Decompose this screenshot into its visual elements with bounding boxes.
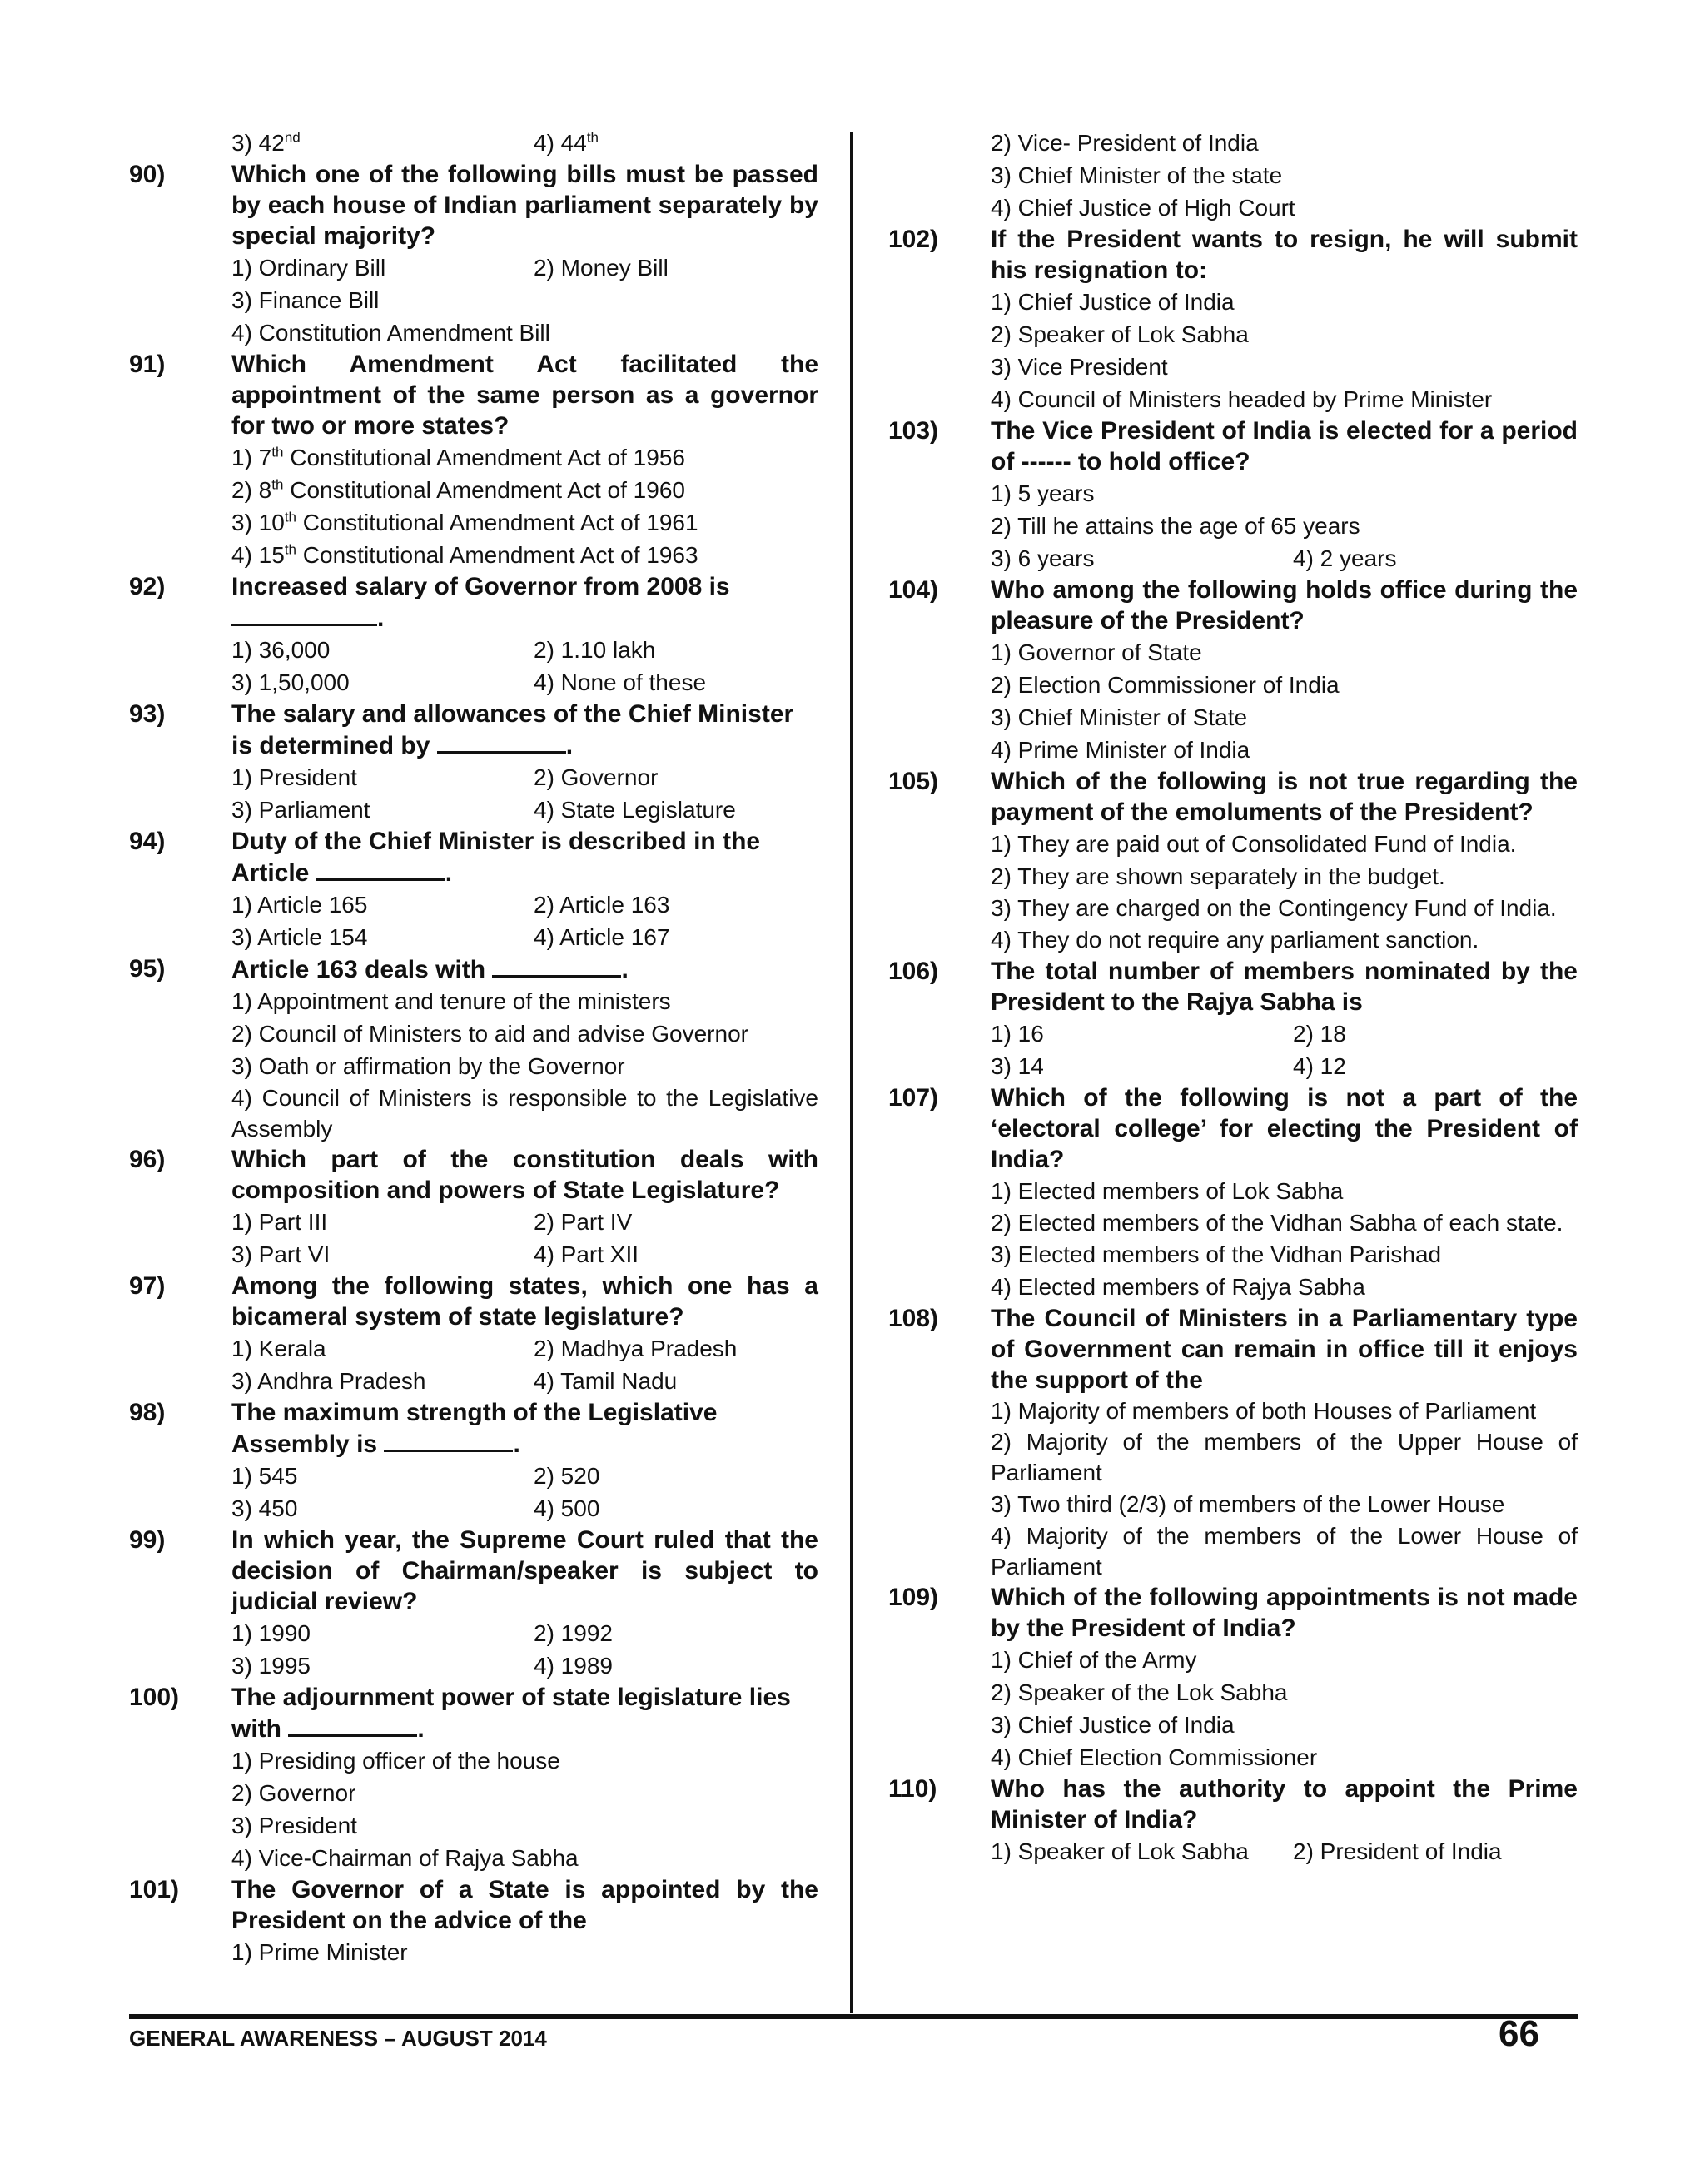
question-94 xyxy=(129,826,818,953)
option-2: 2) Governor xyxy=(231,1780,356,1806)
question-103 xyxy=(888,415,1578,575)
answer-blank xyxy=(437,729,566,754)
option-3: 3) Chief Justice of India xyxy=(991,1712,1235,1738)
option-2: 2) Election Commissioner of India xyxy=(991,672,1340,698)
option-3: 3) 10th Constitutional Amendment Act of 1961 xyxy=(231,509,698,535)
option-pair xyxy=(231,666,818,699)
option-pair xyxy=(231,1617,818,1649)
question-text: Which of the following is not true regarding the payment of the emoluments of the President? xyxy=(991,768,1578,826)
option-3: 3) President xyxy=(231,1813,357,1838)
option-3: 3) Two third (2/3) of members of the Lower House xyxy=(991,1491,1505,1517)
question-text: Duty of the Chief Minister is described in the Article . xyxy=(231,828,761,887)
question-number: 98) xyxy=(129,1399,166,1426)
question-text: Article 163 deals with . xyxy=(231,953,818,985)
question-text: Who has the authority to appoint the Prime Minister of India? xyxy=(991,1775,1578,1833)
option-1: 1) 7th Constitutional Amendment Act of 1956 xyxy=(231,444,685,470)
option-1: 1) 5 years xyxy=(991,480,1095,506)
option-3: 3) 450 xyxy=(231,1495,298,1521)
question-101 xyxy=(129,1874,818,1968)
question-100 xyxy=(129,1682,818,1874)
question-text: The Council of Ministers in a Parliamentary type of Government can remain in office till it enjoys the support of the xyxy=(991,1305,1578,1394)
question-text: If the President wants to resign, he will submit his resignation to: xyxy=(991,226,1578,284)
option-pair xyxy=(231,921,818,953)
option-2: 2) Madhya Pradesh xyxy=(534,1336,738,1361)
question-number: 94) xyxy=(129,828,166,855)
option-4: 4) Constitution Amendment Bill xyxy=(231,320,550,346)
option-4: 4) Chief Election Commissioner xyxy=(991,1744,1318,1770)
option-1: 1) Elected members of Lok Sabha xyxy=(991,1178,1344,1204)
option-4: 4) Article 167 xyxy=(534,924,670,950)
option-2: 2) Part IV xyxy=(534,1209,633,1235)
option-4: 4) Chief Justice of High Court xyxy=(991,195,1295,221)
option-3: 3) Part VI xyxy=(231,1241,331,1267)
option-2: 2) Governor xyxy=(534,764,659,790)
question-number: 95) xyxy=(129,955,166,983)
option-1: 1) Ordinary Bill xyxy=(231,255,386,281)
option-2: 2) President of India xyxy=(1293,1838,1502,1864)
question-text: Which of the following is not a part of the ‘electoral college’ for electing the President of India? xyxy=(991,1084,1578,1173)
option-4: 4) Vice-Chairman of Rajya Sabha xyxy=(231,1845,579,1871)
option-pair xyxy=(231,1460,818,1492)
question-number: 90) xyxy=(129,161,166,188)
option-1: 1) 1990 xyxy=(231,1620,311,1646)
option-pair xyxy=(231,1365,818,1397)
question-102 xyxy=(888,224,1578,415)
option-4: 4) They do not require any parliament sanction. xyxy=(991,927,1479,953)
question-101-continued xyxy=(888,127,1578,224)
option-4: 4) 2 years xyxy=(1293,545,1397,571)
question-91 xyxy=(129,349,818,571)
option-4: 4) 500 xyxy=(534,1495,600,1521)
question-number: 109) xyxy=(888,1584,939,1611)
question-96 xyxy=(129,1144,818,1271)
option-pair xyxy=(231,1492,818,1525)
question-107 xyxy=(888,1082,1578,1303)
option-1: 1) Kerala xyxy=(231,1336,326,1361)
option-4: 4) Council of Ministers headed by Prime Minister xyxy=(991,386,1493,412)
option-3: 3) Finance Bill xyxy=(231,287,380,313)
question-104 xyxy=(888,575,1578,766)
option-pair xyxy=(231,1206,818,1238)
option-3: 3) 6 years xyxy=(991,545,1095,571)
option-4: 4) Council of Ministers is responsible to the Legislative Assembly xyxy=(231,1085,818,1142)
question-number: 99) xyxy=(129,1526,166,1554)
question-92 xyxy=(129,571,818,699)
option-pair xyxy=(231,1238,818,1271)
option-2: 2) 1992 xyxy=(534,1620,613,1646)
option-4: 4) 1989 xyxy=(534,1653,613,1679)
right-column xyxy=(888,127,1578,1868)
option-2: 2) Elected members of the Vidhan Sabha of each state. xyxy=(991,1210,1563,1236)
question-text: The total number of members nominated by the President to the Rajya Sabha is xyxy=(991,958,1578,1016)
option-3: 3) 1,50,000 xyxy=(231,669,350,695)
question-text: The maximum strength of the Legislative Assembly is . xyxy=(231,1399,718,1458)
question-number: 96) xyxy=(129,1146,166,1173)
question-98 xyxy=(129,1397,818,1525)
option-4: 4) Elected members of Rajya Sabha xyxy=(991,1274,1365,1300)
question-text: The salary and allowances of the Chief Minister is determined by . xyxy=(231,700,794,759)
option-1: 1) President xyxy=(231,764,357,790)
question-text: Among the following states, which one has a bicameral system of state legislature? xyxy=(231,1272,818,1331)
question-text: Which one of the following bills must be passed by each house of Indian parliament separately by special majority? xyxy=(231,161,818,250)
option-2: 2) Vice- President of India xyxy=(991,130,1259,156)
question-text: In which year, the Supreme Court ruled that the decision of Chairman/speaker is subject to judicial review? xyxy=(231,1526,818,1615)
footer-rule xyxy=(129,2014,1578,2019)
answer-blank xyxy=(288,1713,417,1737)
option-1: 1) Governor of State xyxy=(991,639,1202,665)
option-4: 4) None of these xyxy=(534,669,707,695)
option-3: 3) Andhra Pradesh xyxy=(231,1368,426,1394)
option-1: 1) Article 165 xyxy=(231,892,368,918)
question-number: 91) xyxy=(129,351,166,378)
option-2: 2) Money Bill xyxy=(534,255,669,281)
question-text: The Vice President of India is elected for a period of ------ to hold office? xyxy=(991,417,1578,475)
option-3: 3) 14 xyxy=(991,1053,1044,1079)
left-column xyxy=(129,127,818,1968)
option-4: 4) 44th xyxy=(534,129,599,156)
option-4: 4) 15th Constitutional Amendment Act of 1963 xyxy=(231,541,698,568)
option-2: 2) Majority of the members of the Upper House of Parliament xyxy=(991,1429,1578,1485)
option-2: 2) Speaker of Lok Sabha xyxy=(991,321,1249,347)
question-number: 93) xyxy=(129,700,166,728)
option-2: 2) 18 xyxy=(1293,1021,1346,1047)
option-3: 3) Vice President xyxy=(991,354,1168,380)
option-3: 3) Oath or affirmation by the Governor xyxy=(231,1053,625,1079)
option-1: 1) Chief of the Army xyxy=(991,1647,1197,1673)
option-3: 3) 1995 xyxy=(231,1653,311,1679)
option-1: 1) Chief Justice of India xyxy=(991,289,1235,315)
option-pair xyxy=(231,127,818,159)
question-97 xyxy=(129,1271,818,1397)
question-108 xyxy=(888,1303,1578,1582)
answer-blank xyxy=(316,857,445,881)
option-4: 4) State Legislature xyxy=(534,797,736,823)
option-1: 1) Prime Minister xyxy=(231,1939,408,1965)
option-pair xyxy=(231,761,818,794)
question-number: 101) xyxy=(129,1876,180,1903)
option-1: 1) They are paid out of Consolidated Fund of India. xyxy=(991,831,1517,857)
option-pair xyxy=(231,794,818,826)
question-number: 106) xyxy=(888,958,939,985)
question-text: Who among the following holds office during the pleasure of the President? xyxy=(991,576,1578,634)
question-text: Which of the following appointments is not made by the President of India? xyxy=(991,1584,1578,1642)
question-110 xyxy=(888,1774,1578,1868)
question-number: 97) xyxy=(129,1272,166,1300)
question-text: Which Amendment Act facilitated the appointment of the same person as a governor for two or more states? xyxy=(231,351,818,440)
question-number: 110) xyxy=(888,1775,937,1803)
question-105 xyxy=(888,766,1578,956)
option-pair xyxy=(231,888,818,921)
option-pair xyxy=(231,1649,818,1682)
option-pair xyxy=(991,1835,1578,1868)
option-4: 4) Tamil Nadu xyxy=(534,1368,678,1394)
option-pair xyxy=(991,542,1578,575)
question-text: The adjournment power of state legislature lies with . xyxy=(231,1684,791,1743)
option-1: 1) 16 xyxy=(991,1021,1044,1047)
question-number: 100) xyxy=(129,1684,180,1711)
option-2: 2) Council of Ministers to aid and advise Governor xyxy=(231,1021,748,1047)
question-number: 107) xyxy=(888,1084,939,1112)
option-2: 2) Article 163 xyxy=(534,892,670,918)
option-3: 3) Chief Minister of the state xyxy=(991,162,1283,188)
question-text: Which part of the constitution deals with composition and powers of State Legislature? xyxy=(231,1146,818,1204)
question-number: 103) xyxy=(888,417,939,445)
option-pair xyxy=(231,251,818,284)
option-1: 1) Part III xyxy=(231,1209,328,1235)
question-95 xyxy=(129,953,818,1144)
option-3: 3) Chief Minister of State xyxy=(991,704,1248,730)
option-4: 4) Part XII xyxy=(534,1241,639,1267)
option-2: 2) 8th Constitutional Amendment Act of 1960 xyxy=(231,476,685,503)
option-2: 2) Till he attains the age of 65 years xyxy=(991,513,1360,539)
page-number: 66 xyxy=(1499,2013,1539,2054)
option-1: 1) Appointment and tenure of the ministers xyxy=(231,988,671,1014)
option-3: 3) 42nd xyxy=(231,129,301,156)
option-pair xyxy=(231,634,818,666)
question-106 xyxy=(888,956,1578,1082)
answer-blank xyxy=(384,1428,513,1452)
question-89-tail xyxy=(129,127,818,159)
question-number: 102) xyxy=(888,226,939,253)
footer-title: GENERAL AWARENESS – AUGUST 2014 xyxy=(129,2026,547,2051)
answer-blank xyxy=(492,953,621,978)
question-109 xyxy=(888,1582,1578,1774)
column-divider xyxy=(850,132,853,2013)
option-2: 2) 1.10 lakh xyxy=(534,637,656,663)
option-1: 1) Speaker of Lok Sabha xyxy=(991,1838,1249,1864)
option-4: 4) Majority of the members of the Lower House of Parliament xyxy=(991,1523,1578,1580)
option-3: 3) Article 154 xyxy=(231,924,368,950)
option-2: 2) 520 xyxy=(534,1463,600,1489)
option-1: 1) 545 xyxy=(231,1463,298,1489)
option-1: 1) Majority of members of both Houses of Parliament xyxy=(991,1398,1537,1424)
question-number: 108) xyxy=(888,1305,939,1332)
answer-blank xyxy=(231,602,377,626)
question-99 xyxy=(129,1525,818,1682)
question-93 xyxy=(129,699,818,826)
option-1: 1) Presiding officer of the house xyxy=(231,1748,560,1774)
question-number: 105) xyxy=(888,768,939,795)
option-3: 3) Parliament xyxy=(231,797,370,823)
option-3: 3) They are charged on the Contingency Fund of India. xyxy=(991,895,1557,921)
question-text: The Governor of a State is appointed by the President on the advice of the xyxy=(231,1876,818,1934)
option-4: 4) Prime Minister of India xyxy=(991,737,1250,763)
option-pair xyxy=(991,1017,1578,1050)
option-2: 2) Speaker of the Lok Sabha xyxy=(991,1679,1288,1705)
option-1: 1) 36,000 xyxy=(231,637,331,663)
option-pair xyxy=(991,1050,1578,1082)
question-text: Increased salary of Governor from 2008 is . xyxy=(231,573,730,632)
option-4: 4) 12 xyxy=(1293,1053,1346,1079)
option-3: 3) Elected members of the Vidhan Parishad xyxy=(991,1241,1442,1267)
option-2: 2) They are shown separately in the budget. xyxy=(991,863,1445,889)
question-90 xyxy=(129,159,818,349)
option-pair xyxy=(231,1332,818,1365)
question-number: 92) xyxy=(129,573,166,600)
question-number: 104) xyxy=(888,576,939,604)
